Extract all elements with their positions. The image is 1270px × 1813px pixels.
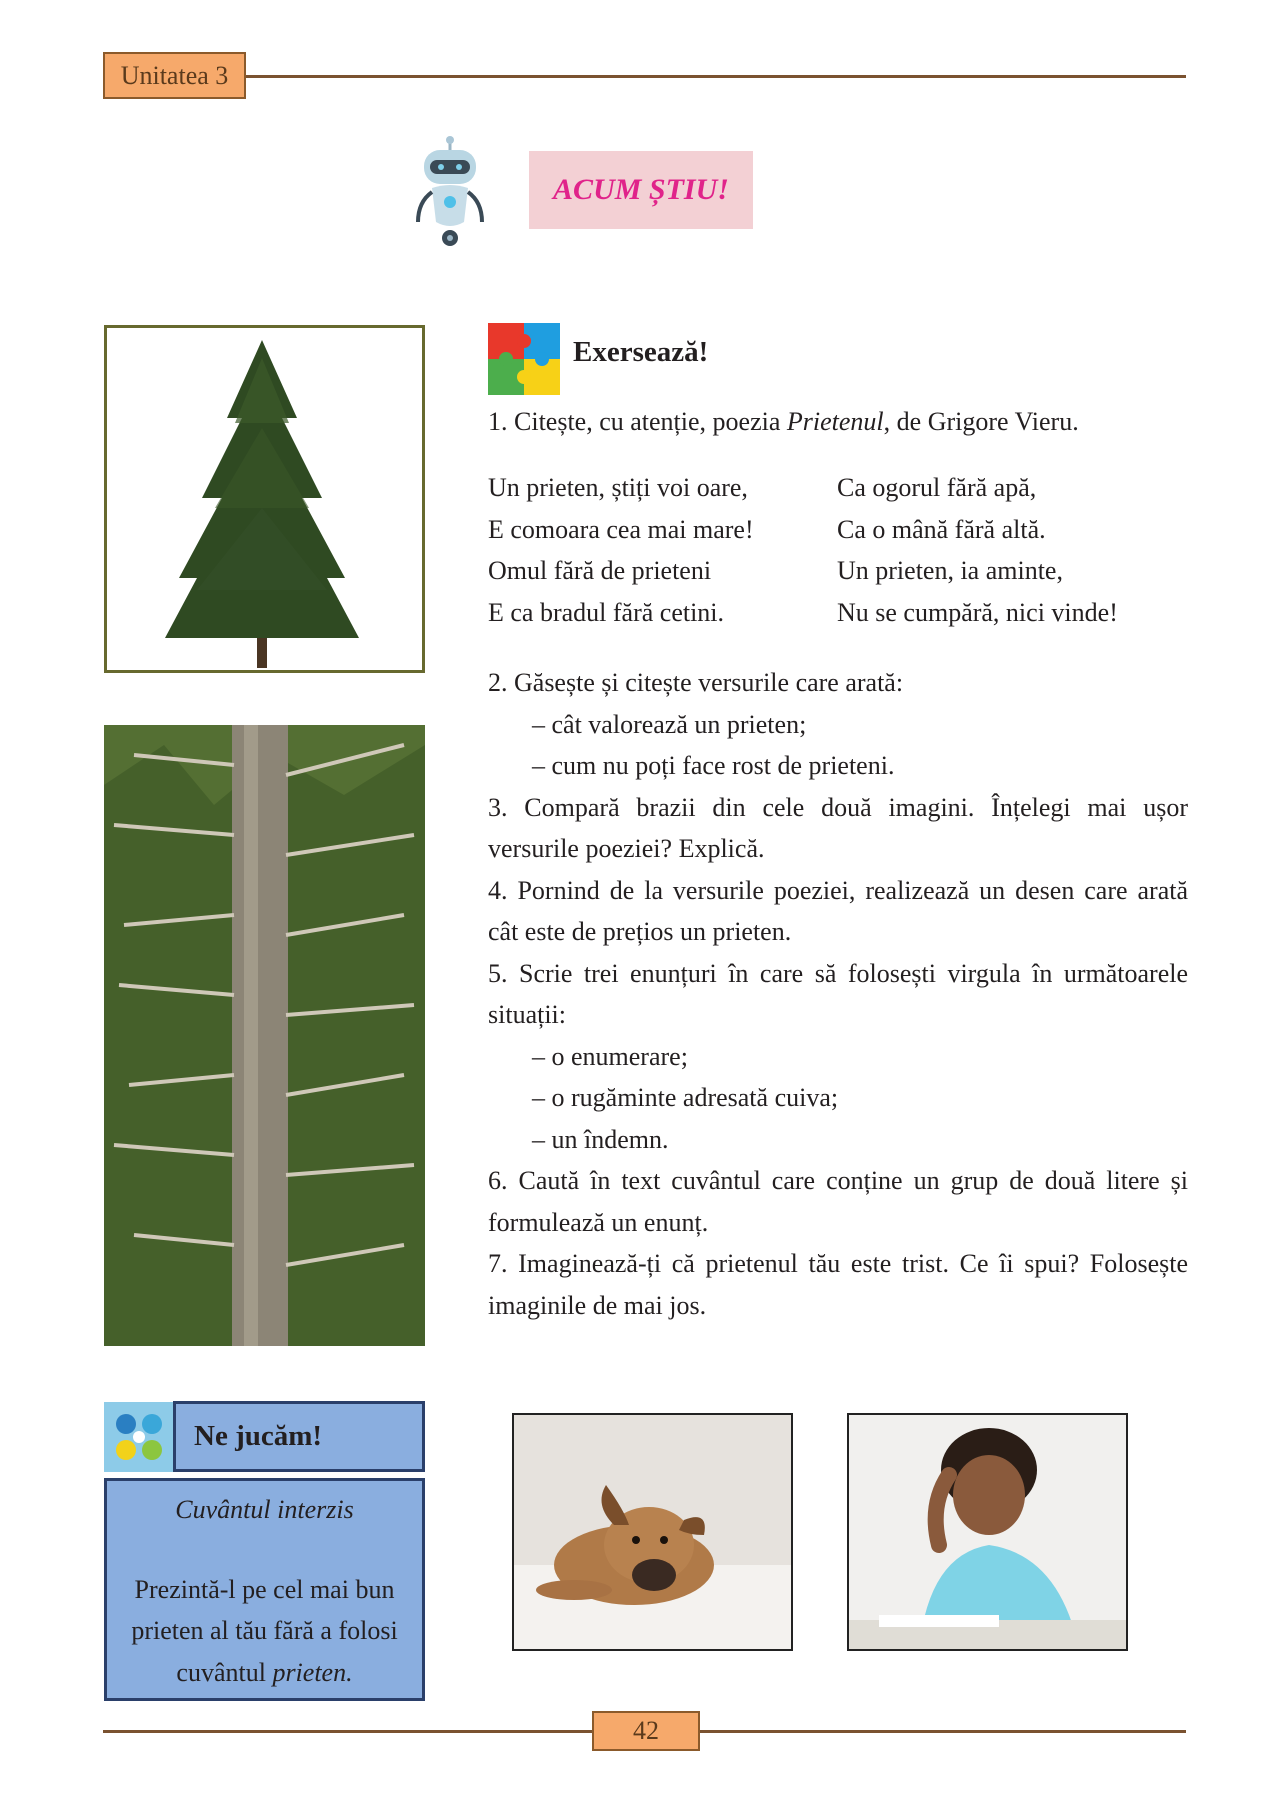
unit-label: Unitatea 3 — [103, 52, 246, 99]
game-title: Cuvântul interzis — [175, 1495, 354, 1524]
poem-line: E comoara cea mai mare! — [488, 514, 754, 544]
acum-stiu-banner: ACUM ȘTIU! — [529, 151, 753, 229]
game-header: Ne jucăm! — [173, 1401, 425, 1472]
questions-list — [488, 662, 1188, 1326]
sad-boy-image — [847, 1413, 1128, 1651]
question-5-item: – un îndemn. — [532, 1124, 669, 1154]
question-5-item: – o rugăminte adresată cuiva; — [532, 1083, 839, 1112]
question-6: 6. Caută în text cuvântul care conține un grup de două litere și formulează un enunț. — [488, 1166, 1188, 1237]
header-divider — [246, 75, 1186, 78]
question-4: 4. Pornind de la versurile poeziei, realizează un desen care arată cât este de prețios un prieten. — [488, 875, 1188, 946]
question-7: 7. Imaginează-ți că prietenul tău este trist. Ce îi spui? Folosește imaginile de mai jos. — [488, 1249, 1188, 1320]
poem-line: E ca bradul fără cetini. — [488, 597, 725, 627]
page-number: 42 — [592, 1711, 700, 1751]
game-instructions: Prezintă-l pe cel mai bun prieten al tău fără a folosi cuvântul prieten. — [131, 1574, 398, 1687]
question-2-item: – cum nu poți face rost de prieteni. — [532, 751, 895, 780]
game-card — [104, 1478, 425, 1701]
sad-dog-image — [512, 1413, 793, 1651]
question-1: 1. Citește, cu atenție, poezia Prietenul, de Grigore Vieru. — [488, 407, 1079, 436]
question-5: 5. Scrie trei enunțuri în care să folosești virgula în următoarele situații: — [488, 958, 1188, 1029]
poem-line: Un prieten, ia aminte, — [837, 556, 1063, 585]
question-5-item: – o enumerare; — [532, 1041, 688, 1071]
fir-tree-image — [104, 325, 425, 673]
question-3: 3. Compară brazii din cele două imagini. Înțelegi mai ușor versurile poeziei? Explică. — [488, 792, 1188, 863]
poem-line: Ca o mână fără altă. — [837, 514, 1046, 544]
hands-icon — [104, 1402, 174, 1472]
robot-icon — [410, 136, 490, 256]
question-2: 2. Găsește și citește versurile care arată: — [488, 668, 904, 697]
poem-line: Ca ogorul fără apă, — [837, 473, 1037, 502]
question-2-item: – cât valorează un prieten; — [532, 709, 807, 739]
footer-divider — [103, 1730, 593, 1733]
puzzle-icon — [488, 323, 560, 395]
poem-line: Omul fără de prieteni — [488, 556, 712, 585]
exercise-title: Exersează! — [573, 336, 709, 368]
footer-divider — [700, 1730, 1186, 1733]
dry-tree-image — [104, 725, 425, 1346]
poem-line: Nu se cumpără, nici vinde! — [837, 597, 1118, 627]
poem-left-column — [488, 467, 754, 633]
poem-right-column — [837, 467, 1118, 633]
poem-line: Un prieten, știți voi oare, — [488, 473, 748, 502]
